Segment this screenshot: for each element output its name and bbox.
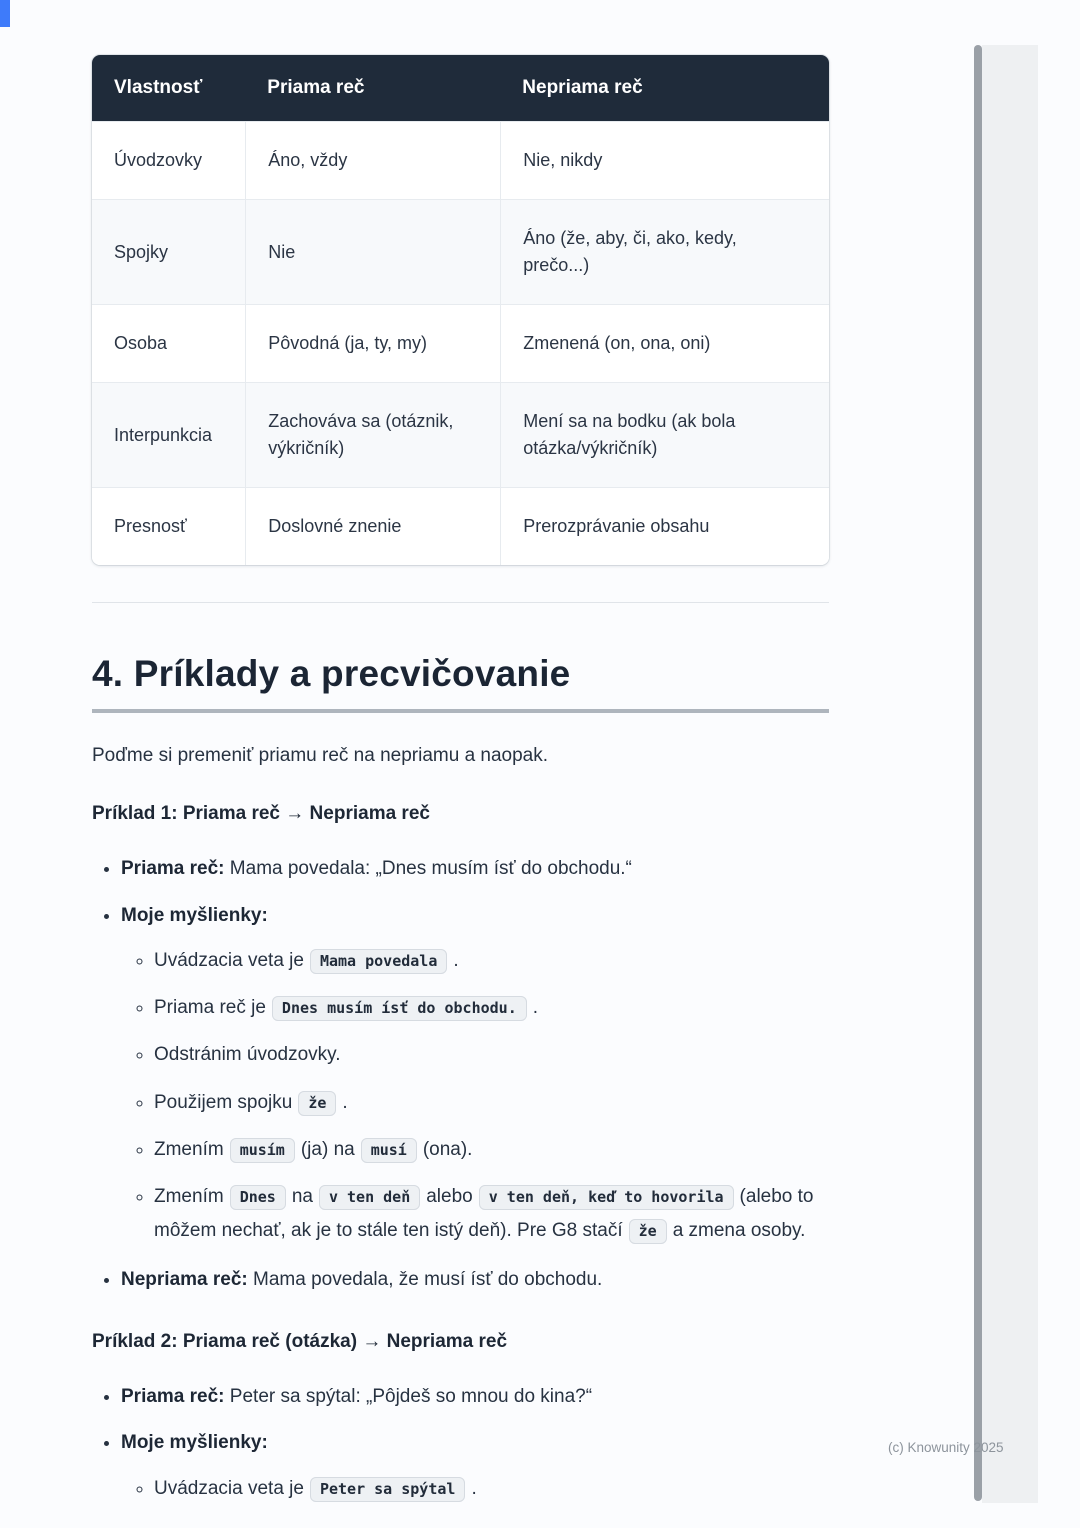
direct-speech-label: Priama reč: bbox=[121, 1385, 225, 1407]
thought-step bbox=[154, 1472, 829, 1506]
list-item-thoughts bbox=[121, 902, 829, 1249]
step-text: Uvádzacia veta je bbox=[154, 1477, 304, 1499]
inline-code: Dnes musím ísť do obchodu. bbox=[272, 996, 527, 1021]
table-header-nepriama-rec: Nepriama reč bbox=[500, 55, 829, 121]
section-title: 4. Príklady a precvičovanie bbox=[92, 653, 571, 694]
inline-code: že bbox=[629, 1219, 667, 1244]
document-content bbox=[92, 55, 829, 1524]
direct-speech-text: Mama povedala: „Dnes musím ísť do obchodu.“ bbox=[224, 858, 632, 879]
thought-step bbox=[154, 1180, 829, 1248]
direct-speech-text: Peter sa spýtal: „Pôjdeš so mnou do kina?“ bbox=[224, 1385, 593, 1407]
table-cell: Nie, nikdy bbox=[500, 121, 829, 199]
comparison-table bbox=[92, 55, 829, 565]
inline-code: Mama povedala bbox=[310, 949, 447, 974]
step-text: . bbox=[342, 1091, 348, 1113]
table-cell: Zmenená (on, ona, oni) bbox=[500, 304, 829, 382]
table-cell: Mení sa na bodku (ak bola otázka/výkričník) bbox=[500, 382, 829, 487]
table-cell: Áno, vždy bbox=[245, 121, 500, 199]
inline-code: Dnes bbox=[230, 1185, 286, 1210]
step-text: Použijem spojku bbox=[154, 1091, 293, 1113]
step-text: (ona). bbox=[422, 1138, 473, 1160]
step-text: . bbox=[453, 950, 459, 971]
table-cell: Úvodzovky bbox=[92, 121, 245, 199]
table-row bbox=[92, 121, 829, 199]
section-intro: Poďme si premeniť priamu reč na nepriamu a naopak. bbox=[92, 745, 549, 766]
table-cell: Interpunkcia bbox=[92, 382, 245, 487]
table-row bbox=[92, 304, 829, 382]
table-row bbox=[92, 199, 829, 304]
copyright-watermark: (c) Knowunity 2025 bbox=[888, 1440, 1004, 1455]
step-text: (alebo to môžem nechať, ak je to stále ten istý deň). Pre G8 stačí bbox=[154, 1185, 814, 1242]
thoughts-label: Moje myšlienky: bbox=[121, 1432, 268, 1454]
inline-code: v ten deň, keď to hovorila bbox=[479, 1185, 734, 1210]
inline-code: že bbox=[298, 1091, 336, 1116]
direct-speech-label: Priama reč: bbox=[121, 858, 225, 879]
inline-code: musí bbox=[361, 1138, 417, 1163]
thought-steps-list bbox=[121, 944, 829, 1248]
example2-title: Príklad 2: Priama reč (otázka) → Nepriama reč bbox=[92, 1330, 508, 1352]
list-item-thoughts bbox=[121, 1429, 829, 1506]
list-item-direct-speech bbox=[121, 855, 829, 884]
table-cell: Presnosť bbox=[92, 487, 245, 565]
step-text: Priama reč je bbox=[154, 997, 266, 1019]
example2-list bbox=[92, 1383, 829, 1506]
inline-code: Peter sa spýtal bbox=[310, 1477, 465, 1502]
table-cell: Zachováva sa (otáznik, výkričník) bbox=[245, 382, 500, 487]
thought-steps-list bbox=[121, 1472, 829, 1506]
thought-step bbox=[154, 1133, 829, 1167]
table-cell: Prerozprávanie obsahu bbox=[500, 487, 829, 565]
table-row bbox=[92, 382, 829, 487]
step-text: na bbox=[291, 1185, 313, 1207]
thought-step bbox=[154, 1038, 829, 1072]
thought-step bbox=[154, 1086, 829, 1120]
inline-code: v ten deň bbox=[319, 1185, 420, 1210]
step-text: Odstránim úvodzovky. bbox=[154, 1044, 341, 1066]
indirect-speech-text: Mama povedala, že musí ísť do obchodu. bbox=[247, 1269, 603, 1291]
inline-code: musím bbox=[230, 1138, 295, 1163]
thought-step bbox=[154, 944, 829, 978]
table-cell: Doslovné znenie bbox=[245, 487, 500, 565]
indirect-speech-label: Nepriama reč: bbox=[121, 1269, 248, 1291]
table-cell: Osoba bbox=[92, 304, 245, 382]
step-text: Zmením bbox=[154, 1138, 224, 1160]
step-text: Zmením bbox=[154, 1185, 224, 1207]
example1-title: Príklad 1: Priama reč → Nepriama reč bbox=[92, 803, 430, 824]
table-row bbox=[92, 487, 829, 565]
table-header-priama-rec: Priama reč bbox=[245, 55, 500, 121]
step-text: alebo bbox=[426, 1185, 473, 1207]
section-divider bbox=[92, 602, 829, 603]
page-corner-accent bbox=[0, 0, 10, 27]
table-cell: Pôvodná (ja, ty, my) bbox=[245, 304, 500, 382]
step-text: Uvádzacia veta je bbox=[154, 950, 304, 971]
step-text: . bbox=[471, 1477, 477, 1499]
list-item-indirect-speech bbox=[121, 1266, 829, 1295]
table-cell: Nie bbox=[245, 199, 500, 304]
step-text: . bbox=[532, 997, 539, 1019]
page-side-gutter bbox=[982, 45, 1038, 1503]
example1-list bbox=[92, 855, 829, 1295]
table-cell: Spojky bbox=[92, 199, 245, 304]
list-item-direct-speech bbox=[121, 1383, 829, 1412]
table-header-row bbox=[92, 55, 829, 121]
table-cell: Áno (že, aby, či, ako, kedy, prečo...) bbox=[500, 199, 829, 304]
scrollbar-thumb[interactable] bbox=[974, 45, 982, 1501]
table-header-vlastnost: Vlastnosť bbox=[92, 55, 245, 121]
step-text: a zmena osoby. bbox=[672, 1220, 806, 1242]
section-title-underline bbox=[92, 709, 829, 713]
thought-step bbox=[154, 991, 829, 1025]
step-text: (ja) na bbox=[300, 1138, 355, 1160]
thoughts-label: Moje myšlienky: bbox=[121, 904, 268, 926]
